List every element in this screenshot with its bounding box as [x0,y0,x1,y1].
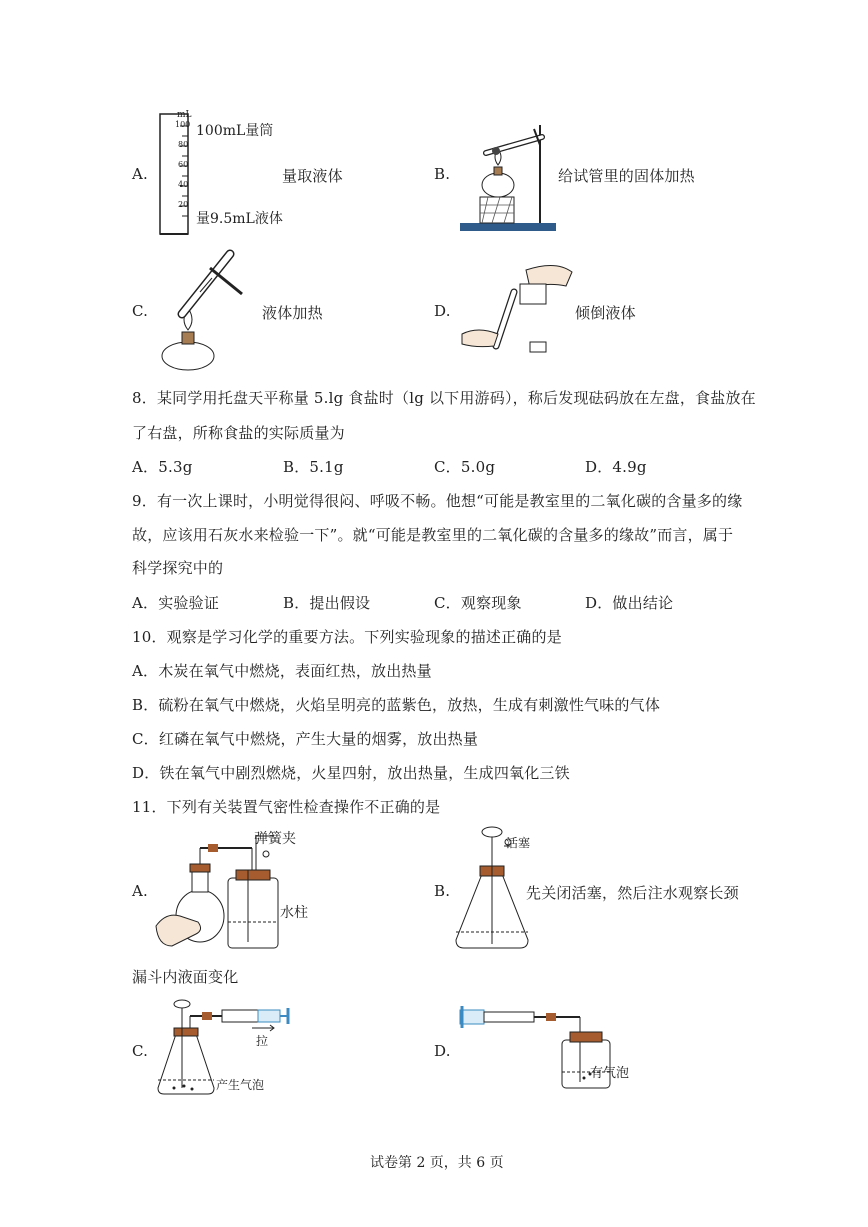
page-footer: 试卷第 2 页，共 6 页 [370,1155,504,1171]
q8-stem-line1: 8．某同学用托盘天平称量 5.lg 食盐时（lg 以下用游码），称后发现砝码放在左盘，食盐放在 [132,389,756,407]
q8-stem-line2: 了右盘，所称食盐的实际质量为 [132,424,345,442]
q9-option-c: C．观察现象 [434,594,522,612]
q9-stem-line3: 科学探究中的 [132,559,224,577]
q11-b-label-valve: 活塞 [506,836,531,850]
q7-option-c-letter: C. [132,302,149,320]
liquid-heating-figure [158,248,258,373]
cylinder-tick-40: 40 [178,180,189,189]
cylinder-tick-80: 80 [178,140,189,149]
q10-option-a: A．木炭在氧气中燃烧，表面红热，放出热量 [132,662,432,680]
q11-option-d-letter: D. [434,1042,451,1060]
q8-option-a: A．5.3g [132,458,193,476]
cylinder-tick-20: 20 [178,200,189,209]
q8-option-c: C．5.0g [434,458,496,476]
q9-option-d: D．做出结论 [585,594,674,612]
pouring-liquid-figure [460,262,570,362]
q11-c-label-bubble: 产生气泡 [216,1078,265,1092]
q11-b-text-continued: 漏斗内液面变化 [132,968,239,986]
q7-option-c-text: 液体加热 [262,304,323,322]
q7-option-b-letter: B. [434,165,451,183]
q11-d-label-bubble: 有气泡 [590,1066,630,1081]
q11-stem: 11．下列有关装置气密性检查操作不正确的是 [132,798,441,816]
q9-stem-line1: 9．有一次上课时，小明觉得很闷、呼吸不畅。他想“可能是教室里的二氧化碳的含量多的缘 [132,492,743,510]
q7-option-d-text: 倾倒液体 [575,304,636,322]
cylinder-tick-60: 60 [178,160,189,169]
q8-option-d: D．4.9g [585,458,647,476]
test-tube-heating-figure [460,115,560,235]
q7-option-a-letter: A. [132,165,149,183]
q11-a-label-water: 水柱 [280,905,308,921]
q10-option-b: B．硫粉在氧气中燃烧，火焰呈明亮的蓝紫色，放热，生成有刺激性气味的气体 [132,696,661,714]
q11-option-c-letter: C. [132,1042,149,1060]
q10-option-c: C．红磷在氧气中燃烧，产生大量的烟雾，放出热量 [132,730,479,748]
q7-option-a-text: 量取液体 [282,167,343,185]
airtightness-d-figure [460,1002,610,1092]
q10-stem: 10．观察是学习化学的重要方法。下列实验现象的描述正确的是 [132,628,562,646]
q11-b-text: 先关闭活塞，然后注水观察长颈 [526,884,739,902]
q11-option-b-letter: B. [434,882,451,900]
cylinder-tick-100: 100 [175,120,191,129]
q9-option-a: A．实验验证 [132,594,220,612]
q9-stem-line2: 故，应该用石灰水来检验一下”。就“可能是教室里的二氧化碳的含量多的缘故”而言，属于 [132,526,734,544]
q10-option-d: D．铁在氧气中剧烈燃烧，火星四射，放出热量，生成四氧化三铁 [132,764,570,782]
q11-c-label-pull: 拉 [256,1034,269,1048]
cylinder-label-bottom: 量9.5mL液体 [196,211,283,227]
q11-option-a-letter: A. [132,882,149,900]
q7-option-b-text: 给试管里的固体加热 [558,167,695,185]
cylinder-label-top: 100mL量筒 [196,123,274,139]
q8-option-b: B．5.1g [283,458,344,476]
q7-option-d-letter: D. [434,302,451,320]
q9-option-b: B．提出假设 [283,594,371,612]
q11-a-label-clip: 弹簧夹 [254,831,296,847]
cylinder-unit: mL [177,110,192,120]
